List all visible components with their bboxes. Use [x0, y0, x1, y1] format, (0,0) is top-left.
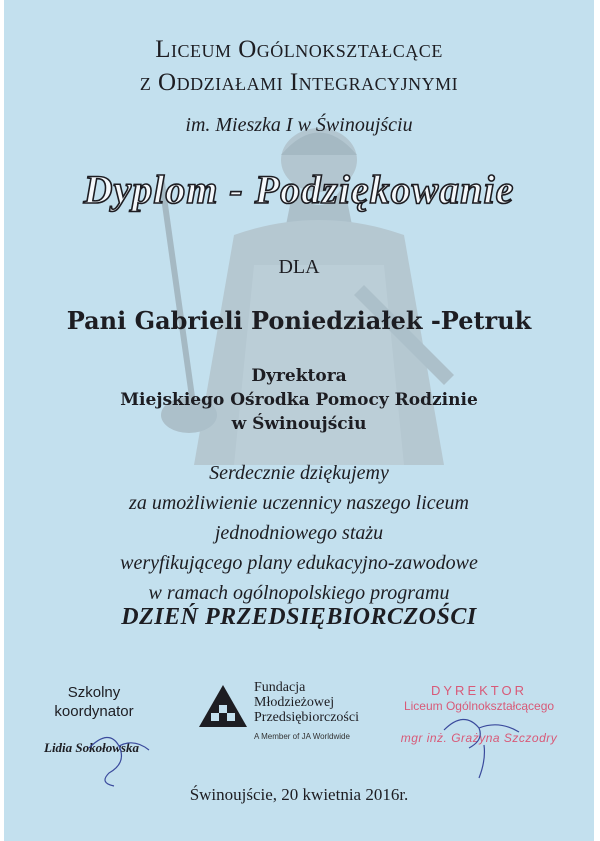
stamp-title: DYREKTOR — [431, 683, 527, 698]
coordinator-signature — [79, 728, 159, 788]
diploma-title: Dyplom - Podziękowanie — [83, 167, 515, 212]
thanks-line: za umożliwienie uczennicy naszego liceum — [129, 492, 469, 514]
thanks-line: Serdecznie dziękujemy — [209, 462, 389, 484]
foundation-name — [254, 680, 359, 725]
foundation-logo-icon — [197, 683, 249, 729]
recipient-position-line2: Miejskiego Ośrodka Pomocy Rodzinie — [120, 390, 478, 410]
director-signature — [424, 700, 534, 780]
event-name: DZIEŃ PRZEDSIĘBIORCZOŚCI — [121, 604, 477, 630]
coordinator-label-line1: Szkolny — [67, 684, 121, 701]
thanks-line: w ramach ogólnopolskiego programu — [148, 582, 450, 604]
stamp-organization: Liceum Ogólnokształcącego — [403, 699, 555, 713]
thanks-line: weryfikującego plany edukacyjno-zawodowe — [120, 552, 478, 574]
recipient-position-line1: Dyrektora — [251, 366, 347, 386]
foundation-name-line2: Młodzieżowej — [254, 695, 335, 710]
recipient-name: Pani Gabrieli Poniedziałek -Petruk — [66, 306, 532, 335]
coordinator-name: Lidia Sokołowska — [44, 740, 139, 755]
school-name-line1: Liceum Ogólnokształcące — [155, 36, 443, 63]
thanks-line: jednodniowego stażu — [214, 522, 384, 544]
place-and-date: Świnoujście, 20 kwietnia 2016r. — [189, 785, 409, 804]
recipient-position-line3: w Świnoujściu — [231, 414, 367, 434]
school-patron: im. Mieszka I w Świnoujściu — [185, 114, 413, 136]
foundation-name-line1: Fundacja — [254, 680, 306, 695]
school-name-line2: z Oddziałami Integracyjnymi — [139, 69, 459, 96]
coordinator-label-line2: koordynator — [54, 703, 134, 720]
stamp-director-name: mgr inż. Grażyna Szczodry — [400, 731, 558, 745]
coordinator-label — [44, 683, 144, 721]
foundation-name-line3: Przedsiębiorczości — [254, 710, 359, 725]
thanks-text — [4, 458, 594, 608]
diploma-page — [4, 0, 594, 841]
foundation-subtitle: A Member of JA Worldwide — [254, 732, 350, 741]
for-label: DLA — [278, 256, 320, 278]
